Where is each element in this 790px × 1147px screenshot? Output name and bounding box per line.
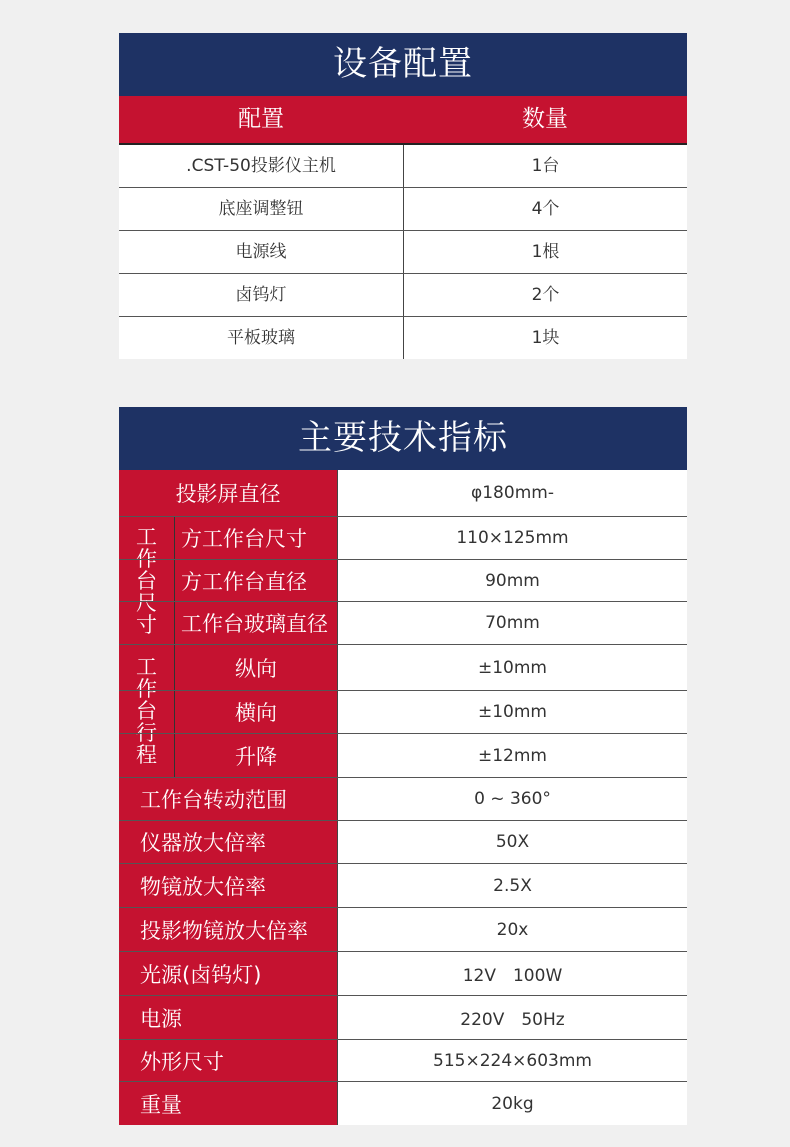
spec-label: 横向 <box>175 691 337 733</box>
table-size-group-label: 工作台尺寸 <box>119 517 175 645</box>
spec-label: 光源(卤钨灯) <box>119 952 337 995</box>
config-title: 设备配置 <box>119 33 687 96</box>
spec-value: 0 ~ 360° <box>337 778 687 820</box>
spec-label: 方工作台尺寸 <box>175 517 337 559</box>
spec-value: 70mm <box>337 602 687 644</box>
specs-title: 主要技术指标 <box>119 407 687 470</box>
travel-group-label: 工作台行程 <box>119 645 175 778</box>
spec-value: 110×125mm <box>337 517 687 559</box>
spec-row-transverse <box>119 691 687 734</box>
config-row <box>119 145 687 188</box>
spec-label: 工作台转动范围 <box>119 778 337 820</box>
spec-label: 工作台玻璃直径 <box>175 602 337 644</box>
spec-row-weight <box>119 1082 687 1125</box>
spec-row-rotation-range <box>119 778 687 821</box>
spec-value: ±10mm <box>337 691 687 733</box>
spec-value: 515×224×603mm <box>337 1040 687 1081</box>
config-row <box>119 188 687 231</box>
specs-panel <box>119 407 687 1125</box>
spec-row-lift <box>119 734 687 778</box>
config-item: 电源线 <box>119 231 404 273</box>
spec-label: 仪器放大倍率 <box>119 821 337 863</box>
config-row <box>119 274 687 317</box>
config-header <box>119 96 687 145</box>
config-panel <box>119 33 687 359</box>
spec-value: 20x <box>337 908 687 951</box>
spec-value: φ180mm- <box>337 470 687 516</box>
specs-table <box>119 470 687 1125</box>
spec-row-dimensions <box>119 1040 687 1082</box>
spec-label: 重量 <box>119 1082 337 1125</box>
spec-row-longitudinal <box>119 645 687 691</box>
config-item: .CST-50投影仪主机 <box>119 145 404 187</box>
config-header-qty: 数量 <box>522 106 568 132</box>
spec-row-instrument-magnification <box>119 821 687 864</box>
config-row <box>119 317 687 359</box>
spec-value: ±12mm <box>337 734 687 777</box>
config-qty: 1根 <box>531 242 560 262</box>
config-qty: 2个 <box>531 285 560 305</box>
spec-row-power <box>119 996 687 1040</box>
spec-row-square-size <box>119 517 687 560</box>
spec-label: 投影物镜放大倍率 <box>119 908 337 951</box>
spec-row-screen-diameter <box>119 470 687 517</box>
config-qty: 1台 <box>531 156 560 176</box>
spec-value: 20kg <box>337 1082 687 1125</box>
config-item: 底座调整钮 <box>119 188 404 230</box>
spec-label: 电源 <box>119 996 337 1039</box>
config-qty: 1块 <box>531 328 560 348</box>
spec-label: 物镜放大倍率 <box>119 864 337 907</box>
spec-label: 纵向 <box>175 645 337 690</box>
config-item: 平板玻璃 <box>119 317 404 359</box>
spec-label: 投影屏直径 <box>119 470 337 516</box>
spec-label: 升降 <box>175 734 337 777</box>
config-item: 卤钨灯 <box>119 274 404 316</box>
spec-value: 12V 100W <box>337 952 687 995</box>
spec-label: 外形尺寸 <box>119 1040 337 1081</box>
spec-value: 220V 50Hz <box>337 996 687 1039</box>
spec-label: 方工作台直径 <box>175 560 337 601</box>
config-row <box>119 231 687 274</box>
spec-row-projection-objective-magnification <box>119 908 687 952</box>
spec-row-glass-diameter <box>119 602 687 645</box>
spec-value: 50X <box>337 821 687 863</box>
spec-row-square-diameter <box>119 560 687 602</box>
config-qty: 4个 <box>531 199 560 219</box>
spec-value: 2.5X <box>337 864 687 907</box>
config-header-item: 配置 <box>238 106 284 132</box>
spec-row-objective-magnification <box>119 864 687 908</box>
spec-value: 90mm <box>337 560 687 601</box>
spec-row-light-source <box>119 952 687 996</box>
spec-value: ±10mm <box>337 645 687 690</box>
